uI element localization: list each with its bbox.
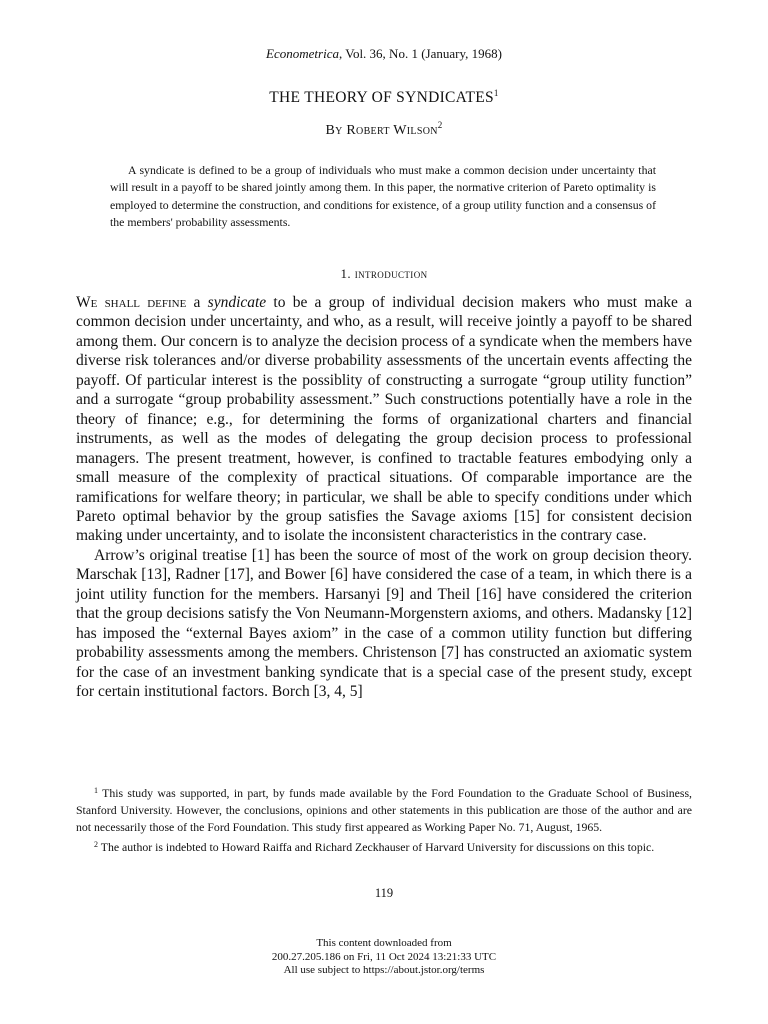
footnote-2-mark: 2	[94, 840, 98, 849]
abstract: A syndicate is defined to be a group of individuals who must make a common decision under uncertainty that will result in a payoff to be shared jointly among them. In this paper, the normative criterion of Pareto optimality is employed to determine the construction, and conditions for existence, of a group utility function and a consensus of the members' probability assessments.	[110, 163, 656, 230]
footnote-2	[76, 836, 692, 856]
paragraph-1-text-a: a	[186, 294, 208, 311]
section-number: 1.	[340, 266, 352, 281]
page-number: 119	[374, 886, 394, 900]
author-footnote-mark[interactable]: 2	[437, 120, 443, 130]
footnote-1-text: This study was supported, in part, by funds made available by the Ford Foundation to the Graduate School of Business, Stanford University. However, the conclusions, opinions and other statements in this publication are those of the author and are not necessarily those of the Ford Foundation. This study first appeared as Working Paper No. 71, August, 1965.	[76, 786, 692, 834]
footnote-2-text: The author is indebted to Howard Raiffa and Richard Zeckhauser of Harvard University for discussions on this topic.	[98, 840, 655, 854]
download-notice-ip-timestamp: 200.27.205.186 on Fri, 11 Oct 2024 13:21:33 UTC	[271, 950, 497, 963]
paragraph-1-text-b: to be a group of individual decision makers who must make a common decision under uncertainty, and who, as a result, will receive jointly a payoff to be shared among them. Our concern is to analyze the decision process of a syndicate when the members have diverse risk tolerances and/or diverse probability assessments of the uncertain events affecting the payoff. Of particular interest is the possiblity of constructing a surrogate “group utility function” and a surrogate “group probability assessment.” Such constructions potentially have a role in the theory of finance; e.g., for determining the forms of organizational charters and financial instruments, as well as the modes of delegating the group decision process to professional managers. The present treatment, however, is confined to tractable features embodying only a small measure of the complexity of practical situations. Of comparable importance are the ramifications for welfare theory; in particular, we shall be able to specify conditions under which Pareto optimal behavior by the group satisfies the Savage axioms [15] for consistent decision making under uncertainty, and to isolate the inconsistent characteristics in the contrary case.	[76, 294, 692, 545]
article-title-text: THE THEORY OF SYNDICATES	[269, 89, 494, 106]
syndicate-term: syndicate	[207, 294, 267, 311]
title-footnote-mark[interactable]: 1	[493, 88, 499, 98]
paragraph-1	[76, 293, 692, 546]
footnote-1	[76, 782, 692, 836]
article-byline	[0, 120, 768, 139]
journal-name: Econometrica	[266, 46, 339, 61]
download-notice	[0, 937, 768, 978]
paragraph-2: Arrow’s original treatise [1] has been the source of most of the work on group decision theory. Marschak [13], Radner [17], and Bower [6] have considered the case of a team, in which there is a joint utility function for the members. Harsanyi [9] and Theil [16] have considered the criterion that the group decisions satisfy the Von Neumann-Morgenstern axioms, and others. Madansky [12] has imposed the “external Bayes axiom” in the case of a common utility function but differing probability assessments among the members. Christenson [7] has constructed an axiomatic system for the case of an investment banking syndicate that is a special case of the present study, except for certain institutional factors. Borch [3, 4, 5]	[76, 546, 692, 701]
journal-citation	[0, 46, 768, 62]
section-heading	[0, 266, 768, 282]
lead-in: We shall define	[76, 294, 187, 311]
body-text	[76, 293, 692, 702]
footnote-1-mark: 1	[94, 786, 98, 795]
footnotes	[76, 782, 692, 856]
journal-issue-details: , Vol. 36, No. 1 (January, 1968)	[338, 46, 502, 61]
article-title	[0, 88, 768, 107]
section-title: introduction	[354, 266, 428, 281]
download-notice-line-1: This content downloaded from	[316, 937, 452, 949]
download-notice-terms[interactable]: All use subject to https://about.jstor.org/terms	[283, 964, 485, 976]
author-name: By Robert Wilson	[325, 123, 438, 138]
